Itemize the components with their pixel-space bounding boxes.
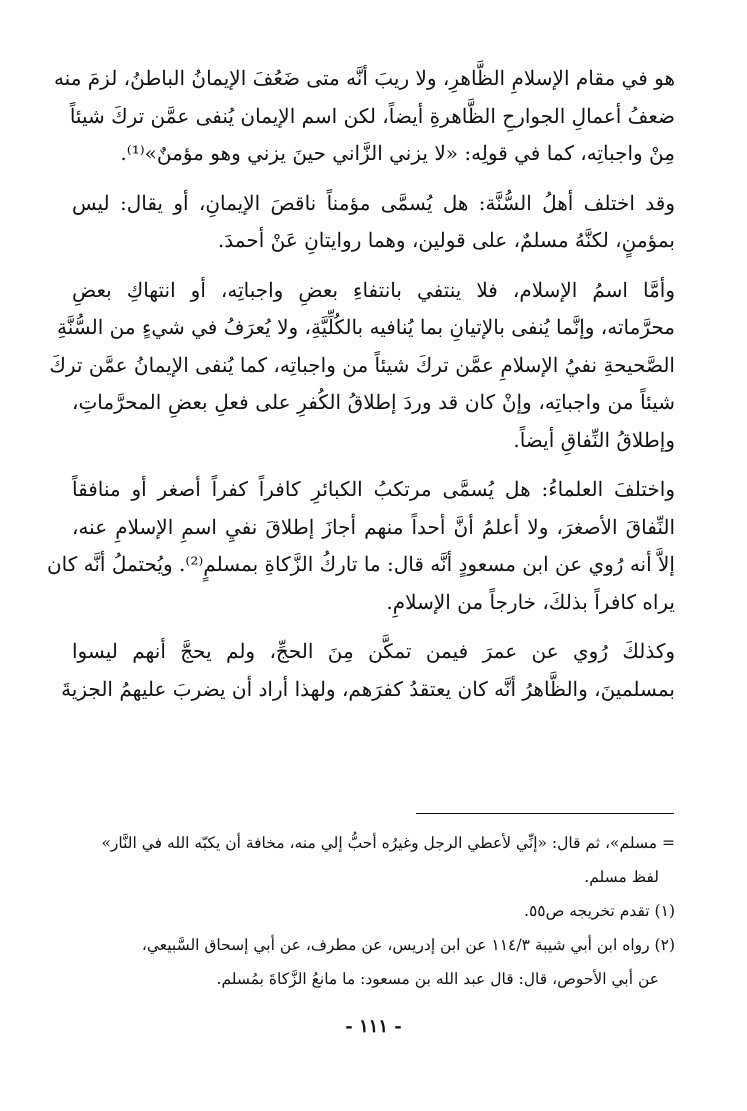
text-line: بمؤمنٍ، لكنَّهُ مسلمٌ، على قولين، وهما روايتانِ عَنْ أحمدَ. <box>217 228 675 252</box>
footnote-continuation-line: = مسلم»، ثم قال: «إنِّي لأعطي الرجل وغيرُه أحبُّ إلي منه، مخافة أن يكبّه الله في النَّار» <box>101 834 675 852</box>
text-line: إلاَّ أنه رُوي عن ابن مسعودٍ أنَّه قال: ما تاركُ الزَّكاةِ بمسلمٍ⁽²⁾. ويُحتملُ أنَّه كان <box>46 552 675 576</box>
text-line: شيئاً من واجباتِه، وإنْ كان قد وردَ إطلاقُ الكُفرِ على فعلِ بعضِ المحرَّماتِ، <box>72 390 675 414</box>
text-line: وقد اختلف أهلُ السُّنَّة: هل يُسمَّى مؤمناً ناقصَ الإيمانِ، أو يقال: ليس <box>72 190 675 215</box>
text-line: النِّفاقَ الأصغرَ، ولا أعلمُ أنَّ أحداً منهم أجازَ إطلاقَ نفيِ اسمِ الإسلامِ عنه، <box>72 514 675 539</box>
main-text <box>46 60 675 720</box>
paragraph <box>46 471 675 621</box>
text-line: يراه كافراً بذلكَ، خارجاً من الإسلامِ. <box>386 589 675 614</box>
footnote-1: (١) تقدم تخريجه ص٥٥. <box>524 902 675 920</box>
text-line: ضعفُ أعمالِ الجوارحِ الظَّاهرةِ أيضاً، لكن اسم الإيمان يُنفى عمَّن تركَ شيئاً <box>69 103 675 128</box>
paragraph <box>72 185 675 260</box>
text-line: وكذلكَ رُوي عن عمرَ فيمن تمكَّن مِنَ الحجِّ، ولم يحجَّ أنهم ليسوا <box>72 639 675 663</box>
paragraph <box>53 60 675 173</box>
footnote-continuation-line: لفظ مسلم. <box>584 868 659 886</box>
text-line: واختلفَ العلماءُ: هل يُسمَّى مرتكبُ الكبائرِ كافراً كفراً أصغر أو منافقاً <box>72 477 675 501</box>
footnotes <box>78 826 675 996</box>
text-line: هو في مقام الإسلامِ الظَّاهرِ، ولا ريبَ أنَّه متى ضَعُفَ الإيمانُ الباطنُ، لزمَ منه <box>53 66 675 90</box>
paragraph <box>49 272 675 460</box>
page-number: - ١١١ - <box>345 1016 402 1037</box>
text-line: وإطلاقُ النِّفاقِ أيضاً. <box>513 427 675 452</box>
footnote-separator <box>416 813 674 814</box>
text-line: مِنْ واجباتِه، كما في قولِه: «لا يزني الزَّاني حينَ يزني وهو مؤمنٌ»⁽¹⁾. <box>120 141 675 165</box>
text-line: الصَّحيحةِ نفيُ الإسلامِ عمَّن تركَ شيئاً من واجباتِه، كما يُنفى الإيمانُ عمَّن تركَ <box>49 352 675 377</box>
text-line: بمسلمينَ، والظَّاهرُ أنَّه كان يعتقدُ كفرَهم، ولهذا أراد أن يضربَ عليهمُ الجزيةَ <box>61 676 675 701</box>
footnote-2: (٢) رواه ابن أبي شيبة ١١٤/٣ عن ابن إدريس، عن مطرف، عن أبي إسحاق السَّبيعي، <box>141 936 675 954</box>
text-line: وأمَّا اسمُ الإسلام، فلا ينتفي بانتفاءِ بعضِ واجباتِه، أو انتهاكِ بعضِ <box>72 277 675 302</box>
paragraph <box>61 633 675 708</box>
footnote-2-continuation: عن أبي الأحوص، قال: قال عبد الله بن مسعود: ما مانعُ الزَّكاةَ بمُسلم. <box>216 970 659 988</box>
text-line: محرَّماته، وإنَّما يُنفى بالإتيانِ بما يُنافيه بالكُلِّيَّةِ، ولا يُعرَفُ في شيءٍ من السُّنَّةِ <box>57 315 675 339</box>
